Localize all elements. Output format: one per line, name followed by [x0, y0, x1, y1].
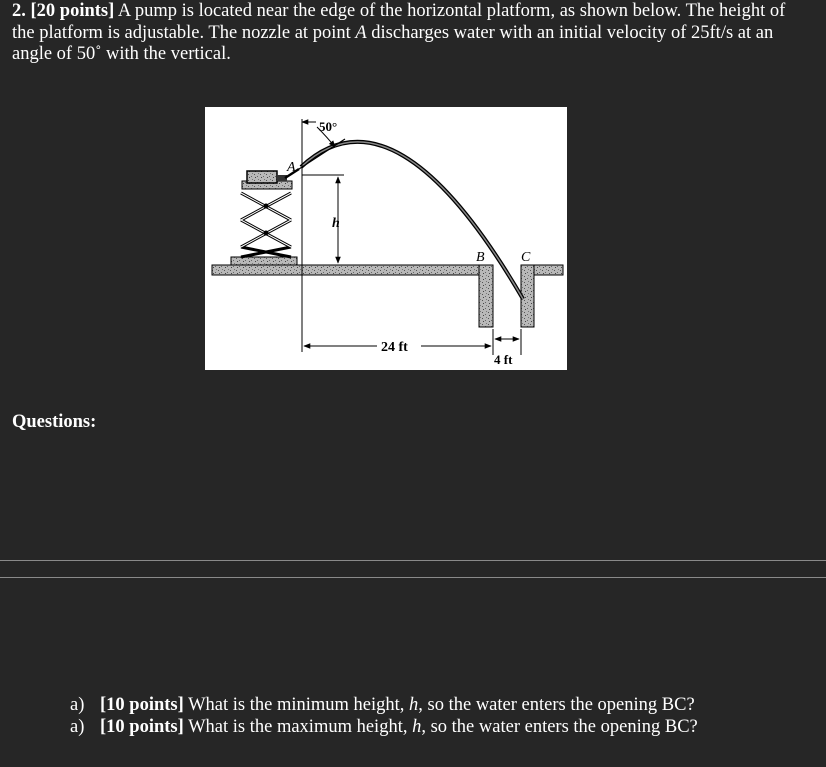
question-points: [10 points] — [100, 695, 184, 715]
problem-text-part-2: discharges water with an initial velocity of 25ft/s at an angle of 50˚ with the vertical. — [12, 22, 774, 64]
divider-line — [0, 560, 826, 561]
distance-label: 24 ft — [381, 340, 408, 355]
height-label: h — [332, 216, 340, 231]
question-label: a) — [70, 695, 85, 715]
question-variable: h — [409, 695, 419, 715]
problem-point-a: A — [355, 22, 367, 43]
question-points: [10 points] — [100, 717, 184, 737]
point-c-label: C — [521, 250, 531, 265]
question-text-part-1: What is the minimum height, — [183, 695, 410, 715]
point-a-label: A — [287, 160, 296, 175]
problem-points: [20 points] — [30, 1, 115, 21]
problem-statement — [12, 1, 812, 66]
questions-heading: Questions: — [12, 412, 97, 432]
problem-text-part-1: A pump is located near the edge of the horizontal platform, as shown below. The height of the platform is adjustable. The nozzle at point — [12, 1, 786, 43]
problem-number: 2. — [12, 1, 26, 21]
question-label: a) — [70, 717, 85, 737]
pump-platform-figure — [205, 107, 567, 370]
question-text-part-2: , so the water enters the opening BC? — [418, 695, 695, 715]
question-item — [70, 716, 698, 738]
question-text-part-2: , so the water enters the opening BC? — [421, 717, 698, 737]
distance-dimension — [304, 329, 521, 355]
scissor-lift — [231, 181, 297, 265]
angle-label: 50° — [319, 119, 338, 134]
point-b-label: B — [476, 250, 485, 265]
question-item — [70, 694, 698, 716]
question-variable: h — [412, 717, 422, 737]
question-text-part-1: What is the maximum height, — [183, 717, 413, 737]
question-list — [70, 694, 698, 738]
divider-line — [0, 577, 826, 578]
opening-width-label: 4 ft — [494, 352, 513, 367]
